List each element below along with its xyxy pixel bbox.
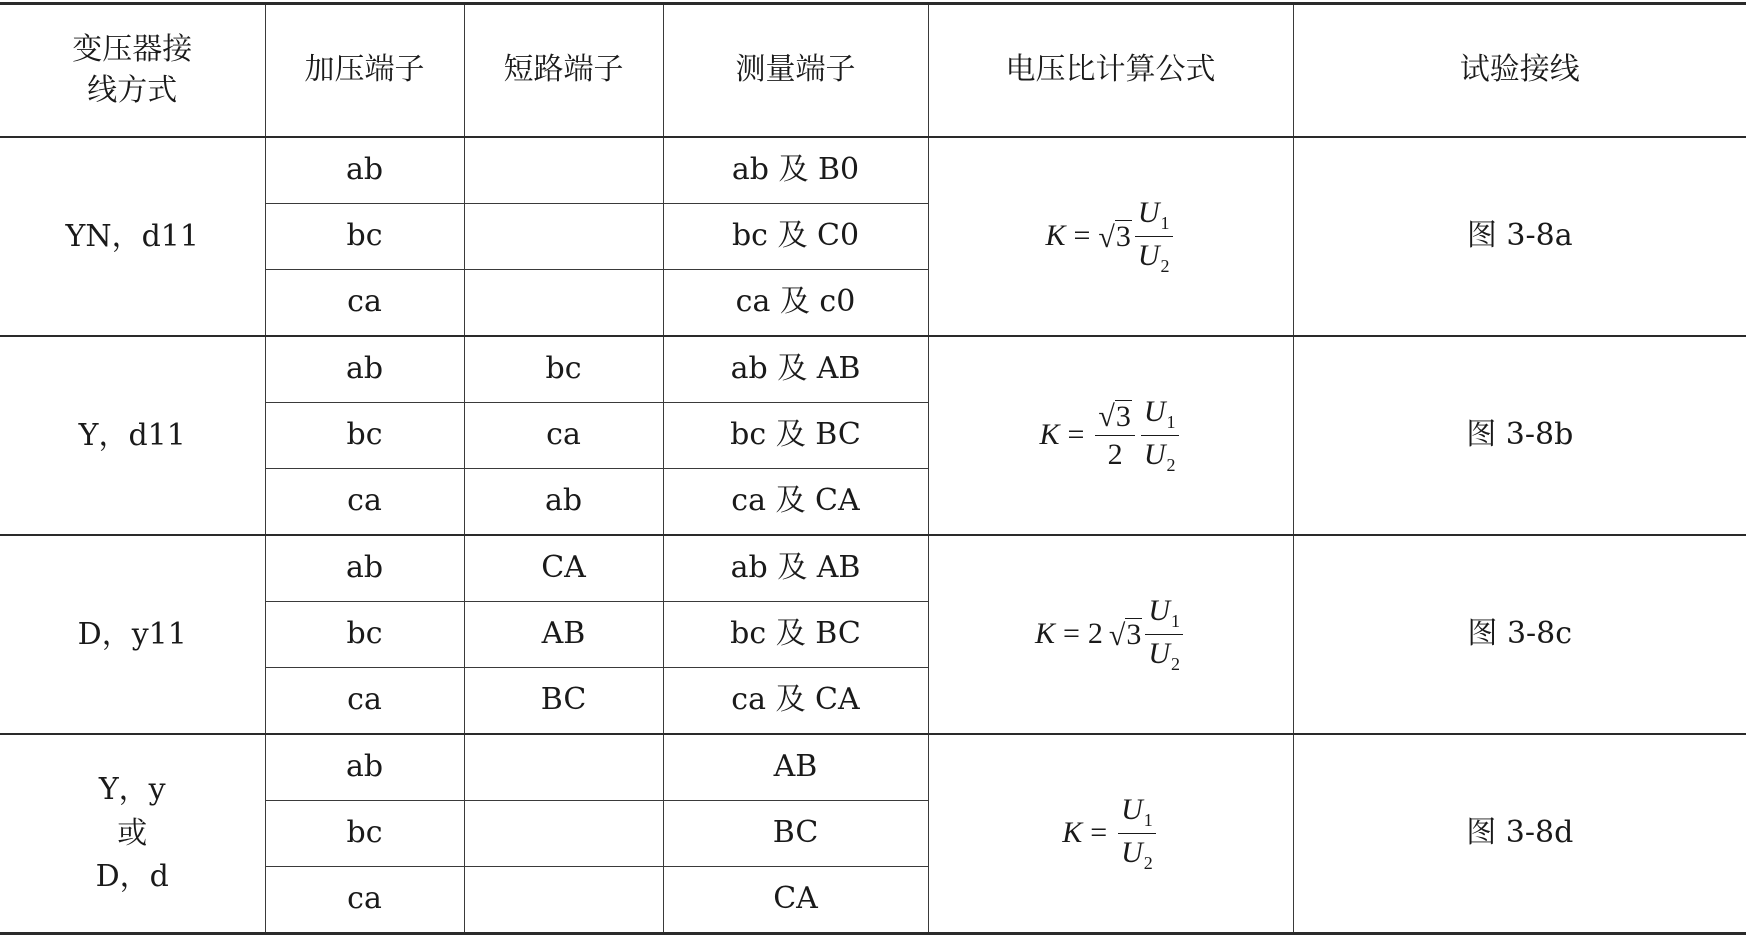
apply-terminal-cell: ab — [265, 137, 464, 204]
table-row — [0, 336, 1746, 403]
formula-equals: = — [1062, 617, 1080, 651]
short-terminal-cell — [464, 801, 663, 867]
numerator-sub: 1 — [1160, 213, 1170, 234]
connection-label: 或 — [117, 815, 148, 851]
header-formula: 电压比计算公式 — [928, 4, 1293, 138]
sqrt-radicand: 3 — [1126, 618, 1142, 652]
formula-k: K — [1045, 219, 1066, 253]
header-wiring: 试验接线 — [1293, 4, 1746, 138]
connection-label: D，y11 — [77, 616, 187, 652]
header-connection-line2: 线方式 — [87, 72, 178, 108]
measure-terminal-cell: ab 及 B0 — [663, 137, 928, 204]
formula-cell — [928, 734, 1293, 934]
connection-label: Y，y — [98, 772, 166, 808]
table-row — [0, 137, 1746, 204]
numerator-sub: 1 — [1171, 611, 1181, 632]
table-row — [0, 535, 1746, 602]
header-short: 短路端子 — [464, 4, 663, 138]
formula-equals: = — [1073, 219, 1091, 253]
formula-k: K — [1039, 418, 1060, 452]
numerator-var: U — [1148, 594, 1171, 628]
measure-terminal-cell: bc 及 BC — [663, 602, 928, 668]
sqrt-symbol: √ 3 — [1098, 399, 1131, 434]
denominator-sub: 2 — [1143, 853, 1153, 873]
apply-terminal-cell: bc — [265, 801, 464, 867]
formula-cell — [928, 336, 1293, 535]
coefficient-denominator: 2 — [1107, 438, 1123, 472]
denominator-var: U — [1148, 637, 1171, 670]
wiring-cell: 图 3-8c — [1293, 535, 1746, 734]
apply-terminal-cell: ca — [265, 469, 464, 536]
header-connection-line1: 变压器接 — [72, 32, 193, 67]
short-terminal-cell: CA — [464, 535, 663, 602]
measure-terminal-cell: ab 及 AB — [663, 336, 928, 403]
short-terminal-cell — [464, 270, 663, 337]
apply-terminal-cell: ab — [265, 535, 464, 602]
short-terminal-cell: ca — [464, 403, 663, 469]
sqrt-radicand: 3 — [1115, 399, 1131, 433]
voltage-fraction — [1135, 196, 1173, 277]
formula-k: K — [1062, 816, 1083, 850]
table-body — [0, 137, 1746, 934]
short-terminal-cell: BC — [464, 668, 663, 735]
voltage-fraction — [1118, 793, 1156, 874]
numerator-sub: 1 — [1166, 412, 1176, 433]
table-row — [0, 734, 1746, 801]
short-terminal-cell: ab — [464, 469, 663, 536]
sqrt-symbol: √ 3 — [1108, 618, 1142, 652]
formula-k: K — [1034, 617, 1055, 651]
formula-cell — [928, 137, 1293, 336]
voltage-fraction — [1145, 594, 1183, 675]
wiring-cell: 图 3-8b — [1293, 336, 1746, 535]
header-connection — [0, 4, 265, 138]
connection-label: D，d — [95, 859, 169, 895]
apply-terminal-cell: ca — [265, 668, 464, 735]
ratio-formula — [1039, 395, 1181, 476]
sqrt-radicand: 3 — [1115, 220, 1131, 254]
connection-cell — [0, 137, 265, 336]
measure-terminal-cell: bc 及 BC — [663, 403, 928, 469]
numerator-var: U — [1121, 793, 1143, 827]
measure-terminal-cell: AB — [663, 734, 928, 801]
denominator-sub: 2 — [1171, 654, 1181, 674]
apply-terminal-cell: ca — [265, 270, 464, 337]
numerator-sub: 1 — [1143, 810, 1153, 831]
apply-terminal-cell: bc — [265, 403, 464, 469]
short-terminal-cell — [464, 204, 663, 270]
formula-equals: = — [1090, 816, 1108, 850]
short-terminal-cell — [464, 867, 663, 934]
measure-terminal-cell: bc 及 C0 — [663, 204, 928, 270]
apply-terminal-cell: ab — [265, 734, 464, 801]
connection-label: YN，d11 — [65, 218, 199, 254]
denominator-var: U — [1121, 836, 1143, 869]
measure-terminal-cell: ca 及 CA — [663, 469, 928, 536]
connection-cell — [0, 336, 265, 535]
short-terminal-cell: bc — [464, 336, 663, 403]
formula-equals: = — [1067, 418, 1085, 452]
connection-label: Y，d11 — [78, 417, 186, 453]
short-terminal-cell: AB — [464, 602, 663, 668]
apply-terminal-cell: bc — [265, 204, 464, 270]
measure-terminal-cell: ca 及 c0 — [663, 270, 928, 337]
denominator-var: U — [1143, 438, 1166, 471]
numerator-var: U — [1143, 395, 1166, 429]
connection-cell — [0, 734, 265, 934]
measure-terminal-cell: CA — [663, 867, 928, 934]
apply-terminal-cell: bc — [265, 602, 464, 668]
header-apply: 加压端子 — [265, 4, 464, 138]
formula-cell — [928, 535, 1293, 734]
coefficient-fraction — [1095, 400, 1134, 472]
connection-cell — [0, 535, 265, 734]
voltage-ratio-table — [0, 2, 1746, 935]
formula-coefficient: 2 — [1087, 617, 1103, 651]
ratio-formula — [1035, 594, 1186, 675]
header-measure: 测量端子 — [663, 4, 928, 138]
measure-terminal-cell: ca 及 CA — [663, 668, 928, 735]
measure-terminal-cell: ab 及 AB — [663, 535, 928, 602]
voltage-fraction — [1141, 395, 1179, 476]
denominator-var: U — [1137, 239, 1160, 272]
numerator-var: U — [1137, 196, 1160, 230]
short-terminal-cell — [464, 734, 663, 801]
ratio-formula — [1062, 793, 1159, 874]
ratio-formula — [1045, 196, 1175, 277]
short-terminal-cell — [464, 137, 663, 204]
wiring-cell: 图 3-8d — [1293, 734, 1746, 934]
measure-terminal-cell: BC — [663, 801, 928, 867]
denominator-sub: 2 — [1160, 256, 1170, 276]
denominator-sub: 2 — [1166, 455, 1176, 475]
apply-terminal-cell: ab — [265, 336, 464, 403]
wiring-cell: 图 3-8a — [1293, 137, 1746, 336]
header-row — [0, 4, 1746, 138]
sqrt-symbol: √ 3 — [1098, 220, 1131, 254]
apply-terminal-cell: ca — [265, 867, 464, 934]
